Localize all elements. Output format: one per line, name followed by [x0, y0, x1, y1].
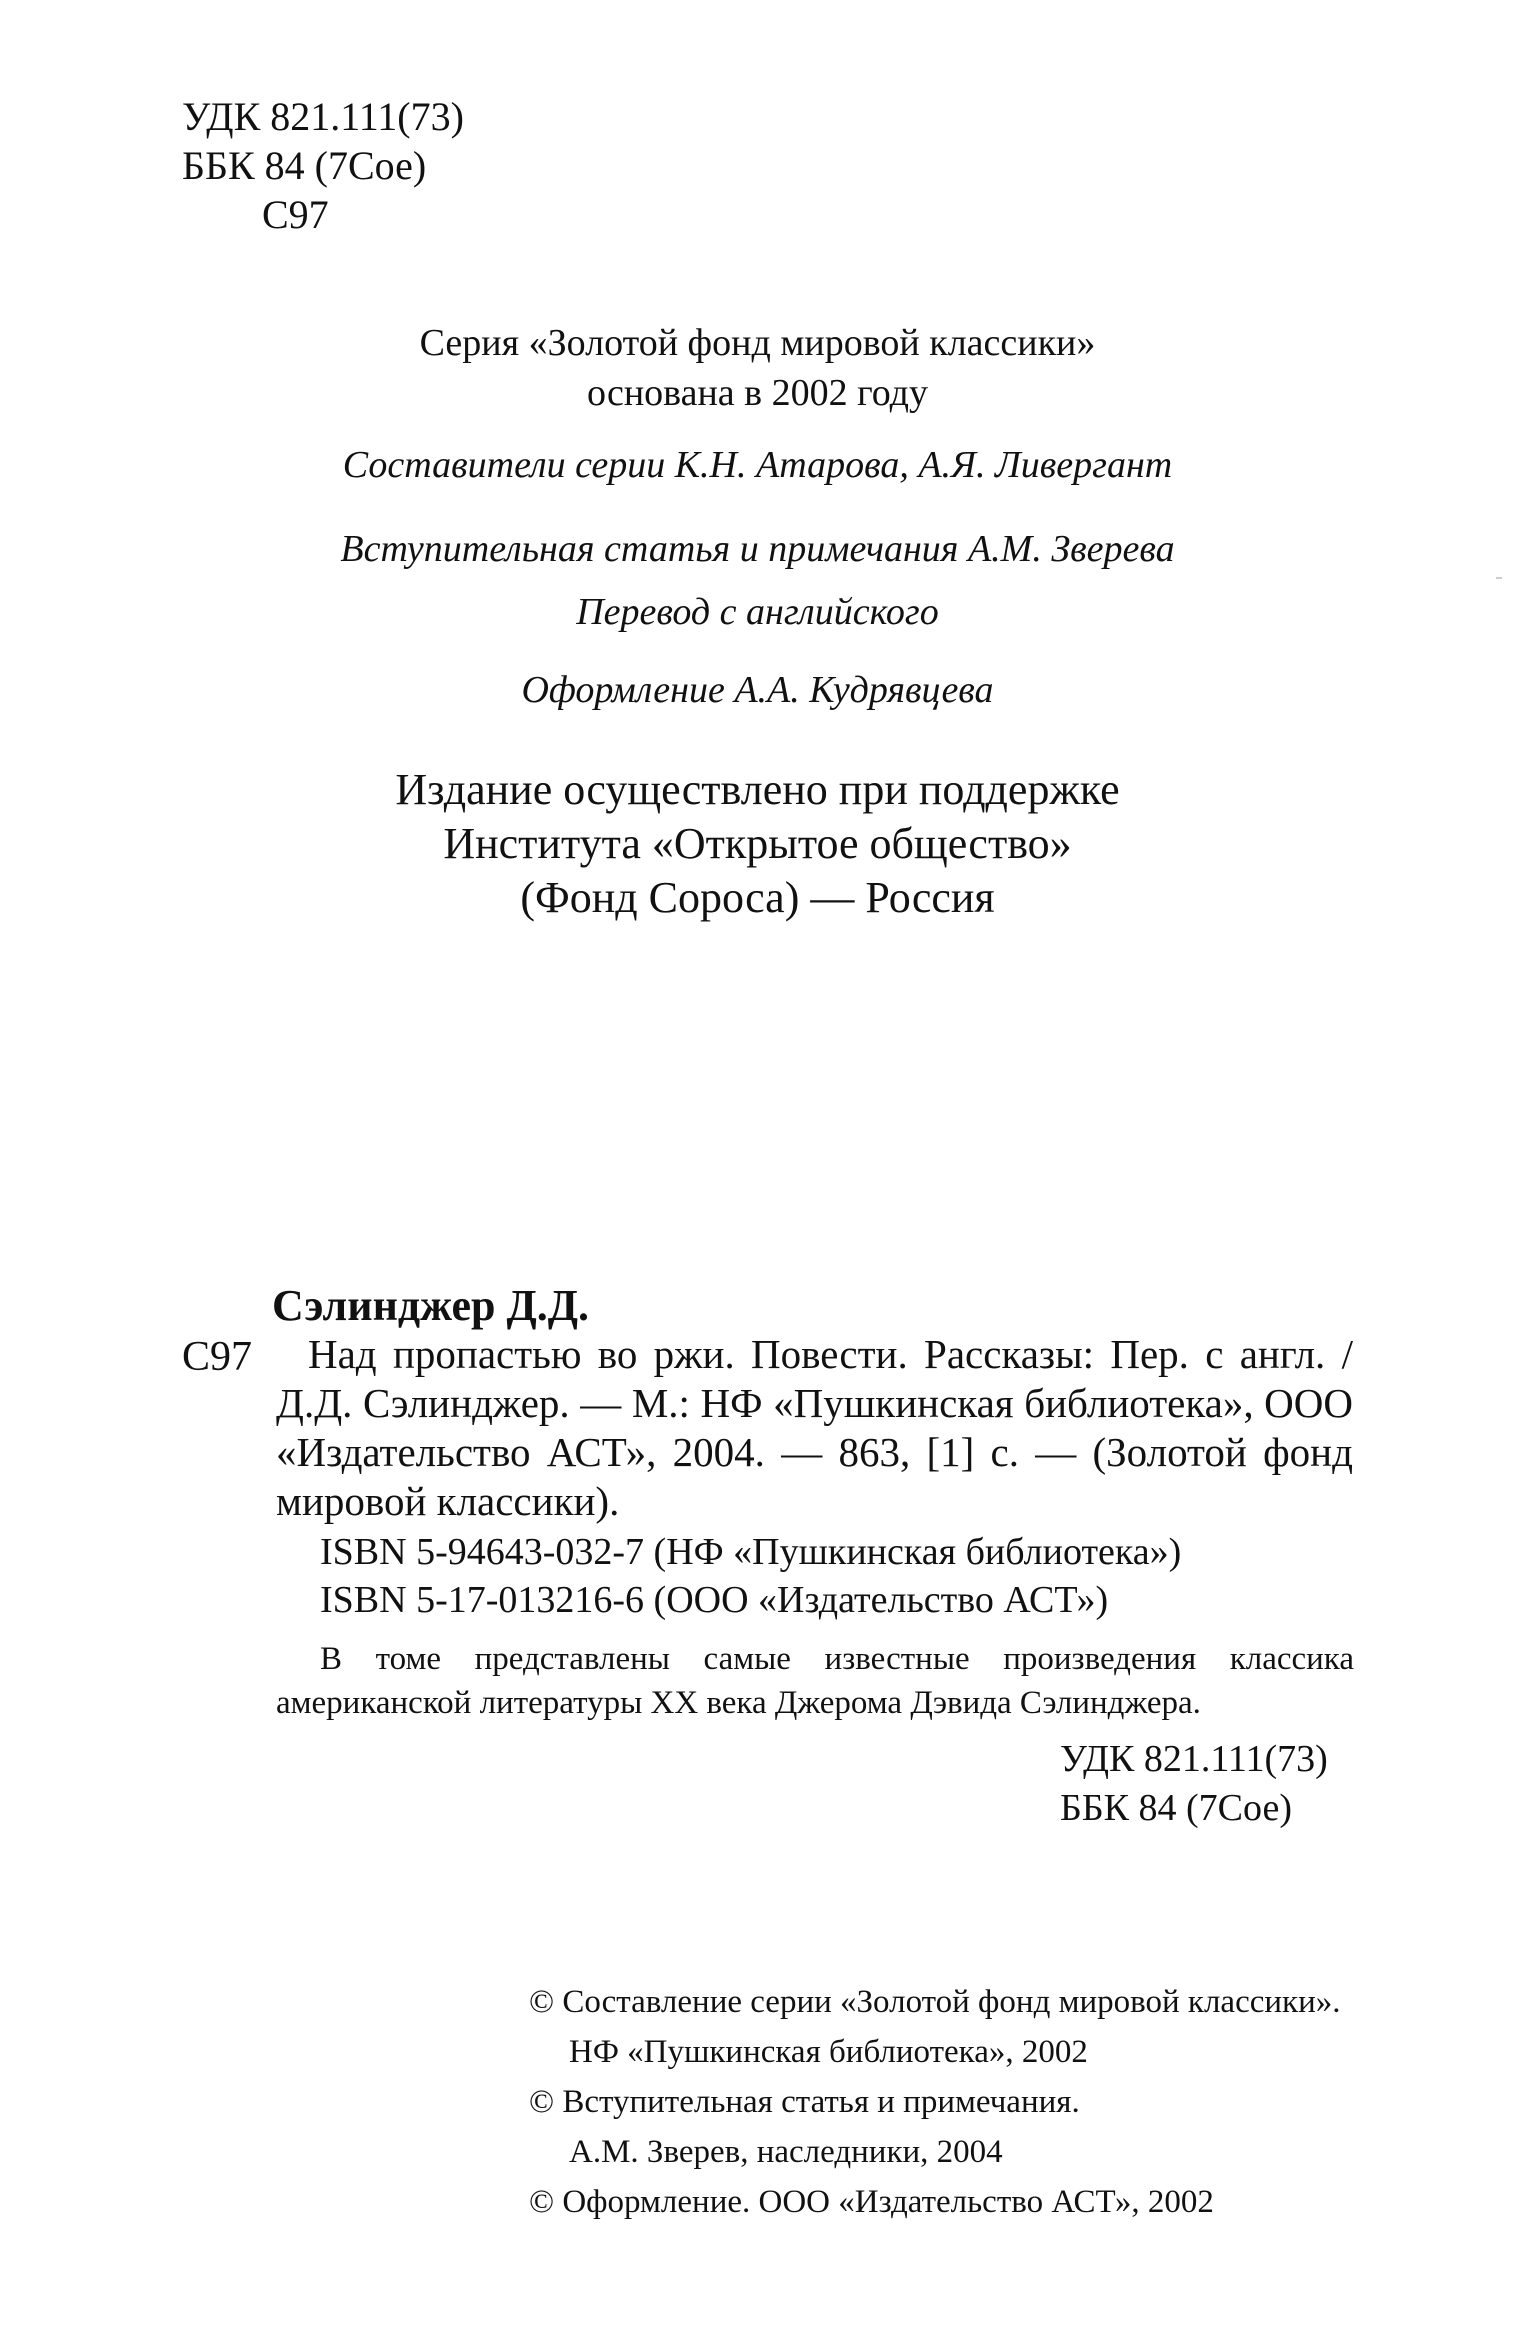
- biblio-description: Над пропастью во ржи. Повести. Рассказы: Пер. с англ. / Д.Д. Сэлинджер. — М.: НФ «Пушкинская библиотека», ООО «Издательство АСТ», 2004. — 863, [1] с. — (Золотой фонд мировой классики).: [276, 1331, 1353, 1524]
- support-line: (Фонд Сороса) — Россия: [520, 873, 995, 922]
- copyright-line: © Вступительная статья и примечания.: [529, 2084, 1080, 2120]
- bbk-code: ББК 84 (7Сое): [1060, 1787, 1292, 1829]
- isbn-list: [320, 1528, 1181, 1624]
- udk-code: УДК 821.111(73): [1060, 1738, 1328, 1780]
- copyright-line: © Составление серии «Золотой фонд мировой классики».: [529, 1984, 1341, 2020]
- copyright-line: А.М. Зверев, наследники, 2004: [569, 2134, 1003, 2170]
- biblio-author: Сэлинджер Д.Д.: [272, 1281, 590, 1330]
- scan-mark: [1496, 577, 1502, 579]
- series-title: Серия «Золотой фонд мировой классики»: [419, 322, 1096, 364]
- support-line: Института «Открытое общество»: [443, 819, 1072, 868]
- isbn-line: ISBN 5-94643-032-7 (НФ «Пушкинская библиотека»): [320, 1531, 1182, 1573]
- annotation: В томе представлены самые известные произведения классика американской литературы XX века Джерома Дэвида Сэлинджера.: [276, 1641, 1354, 1721]
- bbk-code: ББК 84 (7Сое): [182, 143, 427, 188]
- credit-compilers: Составители серии К.Н. Атарова, А.Я. Ливергант: [342, 444, 1173, 486]
- series-founded: основана в 2002 году: [587, 372, 928, 414]
- copyright-block: [529, 1977, 1340, 2227]
- biblio-code: С97: [182, 1334, 253, 1380]
- copyright-line: © Оформление. ООО «Издательство АСТ», 2002: [529, 2184, 1214, 2220]
- isbn-line: ISBN 5-17-013216-6 (ООО «Издательство АСТ»): [320, 1579, 1109, 1621]
- credit-intro-notes: Вступительная статья и примечания А.М. Зверева: [340, 528, 1175, 570]
- classification-codes-bottom: [1060, 1735, 1328, 1833]
- series-info: [0, 318, 1515, 418]
- credit-translation: Перевод с английского: [576, 591, 939, 633]
- classification-codes-top: [182, 92, 464, 239]
- copyright-line: НФ «Пушкинская библиотека», 2002: [569, 2034, 1088, 2070]
- support-line: Издание осуществлено при поддержке: [395, 765, 1120, 814]
- credit-design: Оформление А.А. Кудрявцева: [521, 669, 994, 711]
- author-mark: С97: [262, 192, 329, 237]
- udk-code: УДК 821.111(73): [182, 94, 464, 139]
- support-notice: [0, 763, 1515, 925]
